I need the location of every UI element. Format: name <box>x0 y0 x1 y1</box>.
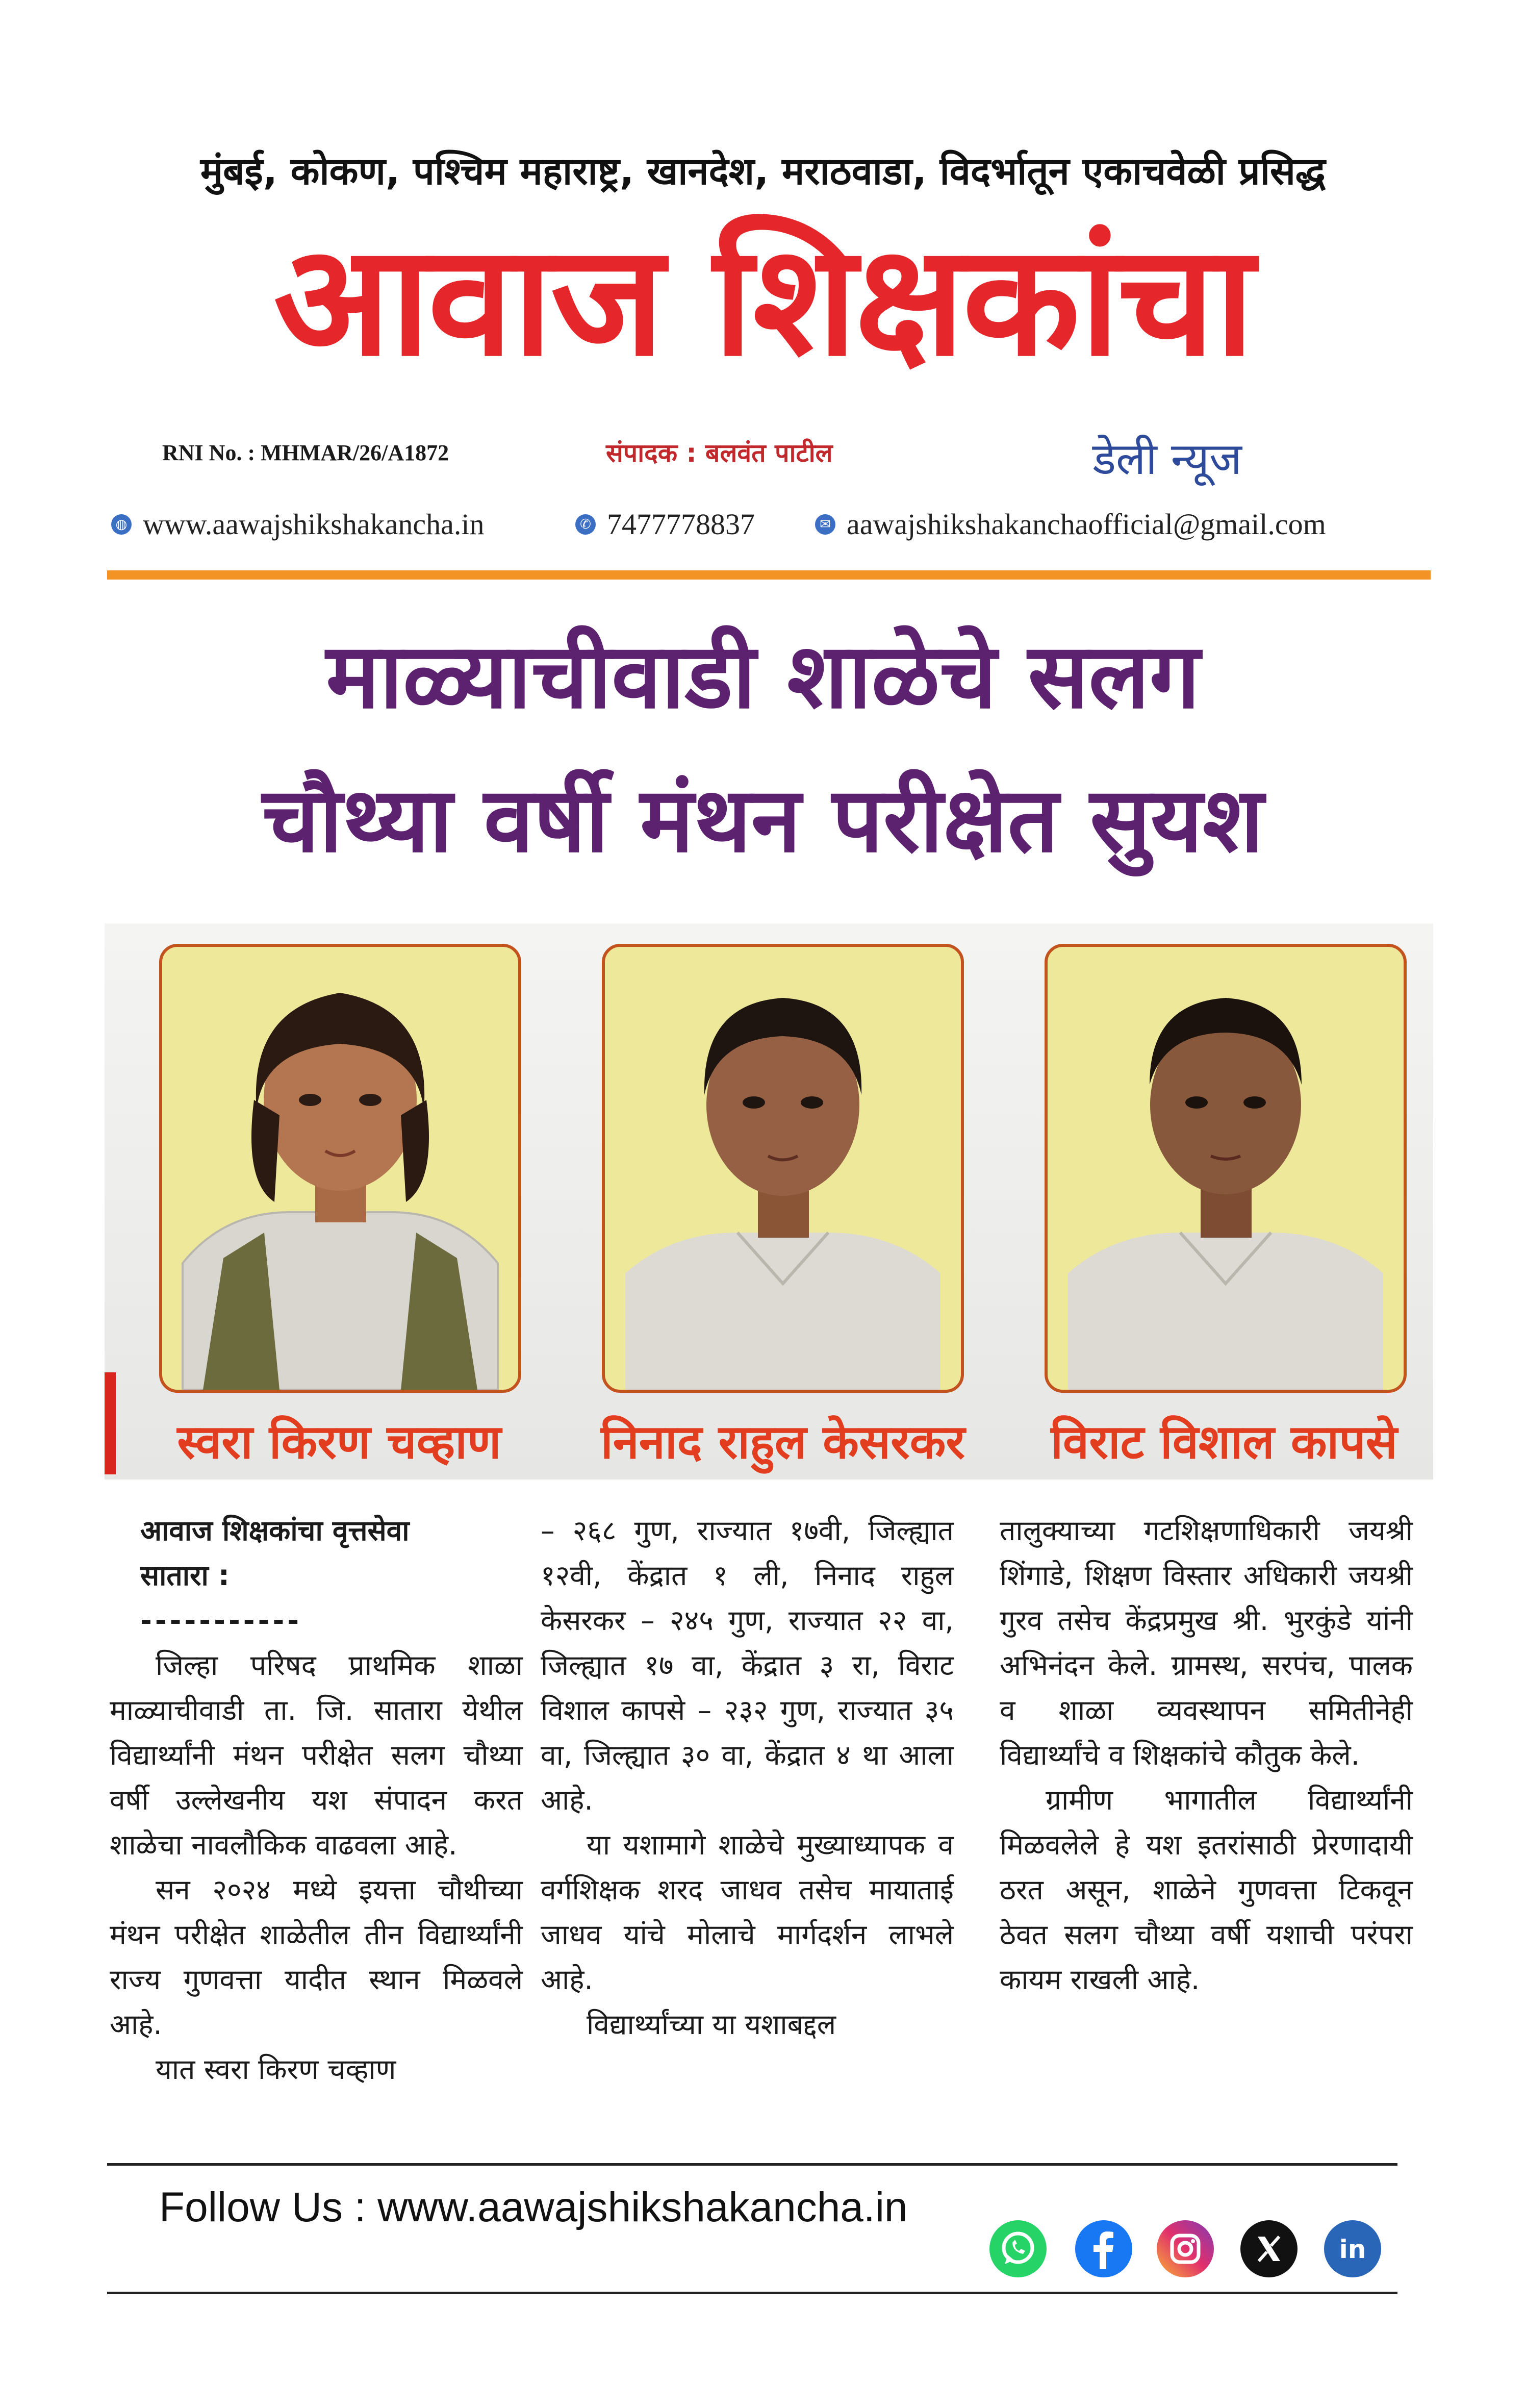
banner-accent <box>105 1372 116 1474</box>
article-column-1 <box>110 1508 523 2092</box>
paragraph: यात स्वरा किरण चव्हाण <box>156 2053 396 2086</box>
instagram-icon[interactable] <box>1157 2220 1214 2277</box>
article-column-2 <box>541 1508 954 2047</box>
student-name-2: निनाद राहुल केसरकर <box>600 1415 965 1469</box>
byline: आवाज शिक्षकांचा वृत्तसेवा <box>140 1514 410 1547</box>
footer-divider-top <box>107 2163 1397 2166</box>
separator: ----------- <box>140 1604 302 1637</box>
website-contact[interactable] <box>111 507 484 541</box>
phone-contact[interactable] <box>575 507 755 541</box>
svg-text:in: in <box>1339 2235 1366 2264</box>
email-text[interactable]: aawajshikshakanchaofficial@gmail.com <box>847 508 1326 541</box>
student-photo-2 <box>602 944 964 1393</box>
article-column-3 <box>1000 1508 1413 2002</box>
rni-number: RNI No. : MHMAR/26/A1872 <box>162 440 449 465</box>
daily-news-label: डेली न्यूज <box>1092 434 1242 485</box>
student-name-3: विराट विशाल कापसे <box>1051 1415 1397 1469</box>
dateline: सातारा : <box>140 1559 230 1592</box>
phone-text[interactable]: 7477778837 <box>607 508 755 541</box>
x-icon[interactable] <box>1240 2220 1298 2277</box>
whatsapp-icon[interactable] <box>989 2220 1047 2277</box>
follow-us-text[interactable]: Follow Us : www.aawajshikshakancha.in <box>159 2184 908 2230</box>
paragraph: – २६८ गुण, राज्यात १७वी, जिल्ह्यात १२वी, केंद्रात १ ली, निनाद राहुल केसरकर – २४५ गुण, राज्यात २२ वा, जिल्ह्यात १७ वा, केंद्रात ३ रा, विराट विशाल कापसे – २३२ गुण, राज्यात ३५ वा, जिल्ह्यात ३० वा, केंद्रात ४ था आला आहे. <box>541 1514 954 1816</box>
paragraph: तालुक्याच्या गटशिक्षणाधिकारी जयश्री शिंगाडे, शिक्षण विस्तार अधिकारी जयश्री गुरव तसेच केंद्रप्रमुख श्री. भुरकुंडे यांनी अभिनंदन केले. ग्रामस्थ, सरपंच, पालक व शाळा व्यवस्थापन समितीनेही विद्यार्थ्यांचे व शिक्षकांचे कौतुक केले. <box>1000 1514 1413 1771</box>
tagline: मुंबई, कोकण, पश्चिम महाराष्ट्र, खानदेश, मराठवाडा, विदर्भातून एकाचवेळी प्रसिद्ध <box>200 149 1326 193</box>
facebook-icon[interactable] <box>1075 2220 1132 2277</box>
student-photo-1 <box>159 944 521 1393</box>
student-photo-3 <box>1045 944 1407 1393</box>
linkedin-icon[interactable] <box>1324 2220 1381 2277</box>
website-text[interactable]: www.aawajshikshakancha.in <box>143 508 485 541</box>
headline-line-2: चौथ्या वर्षी मंथन परीक्षेत सुयश <box>262 768 1264 872</box>
email-contact[interactable] <box>815 507 1326 541</box>
editor-credit: संपादक : बलवंत पाटील <box>606 438 833 468</box>
paragraph: सन २०२४ मध्ये इयत्ता चौथीच्या मंथन परीक्षेत शाळेतील तीन विद्यार्थ्यांनी राज्य गुणवत्ता यादीत स्थान मिळवले आहे. <box>110 1873 523 2041</box>
headline-line-1: माळ्याचीवाडी शाळेचे सलग <box>326 624 1200 729</box>
footer-divider-bottom <box>107 2292 1397 2294</box>
paragraph: ग्रामीण भागातील विद्यार्थ्यांनी मिळवलेले हे यश इतरांसाठी प्रेरणादायी ठरत असून, शाळेने गुणवत्ता टिकवून ठेवत सलग चौथ्या वर्षी यशाची परंपरा कायम राखली आहे. <box>1000 1784 1413 1996</box>
globe-icon: ◍ <box>111 514 132 535</box>
paragraph: या यशामागे शाळेचे मुख्याध्यापक व वर्गशिक्षक शरद जाधव तसेच मायाताई जाधव यांचे मोलाचे मार्गदर्शन लाभले आहे. <box>541 1828 954 1996</box>
header-divider <box>107 570 1431 580</box>
phone-icon: ✆ <box>575 514 596 535</box>
masthead-title: आवाज शिक्षकांचा <box>273 212 1253 390</box>
student-name-1: स्वरा किरण चव्हाण <box>177 1415 501 1469</box>
paragraph: विद्यार्थ्यांच्या या यशाबद्दल <box>587 2008 836 2041</box>
mail-icon: ✉ <box>815 514 835 535</box>
paragraph: जिल्हा परिषद प्राथमिक शाळा माळ्याचीवाडी ता. जि. सातारा येथील विद्यार्थ्यांनी मंथन परीक्षेत सलग चौथ्या वर्षी उल्लेखनीय यश संपादन करत शाळेचा नावलौकिक वाढवला आहे. <box>110 1649 523 1861</box>
